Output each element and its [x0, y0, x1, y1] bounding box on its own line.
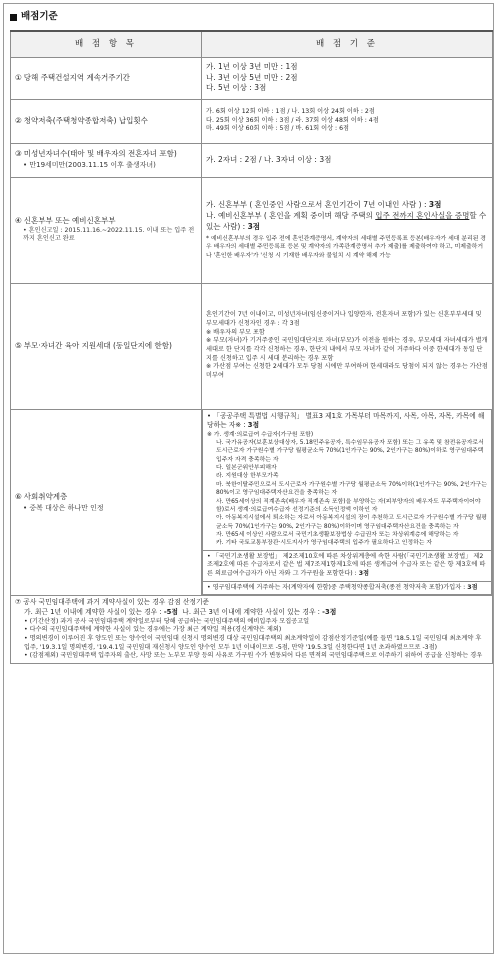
item-cell: ④ 신혼부부 또는 예비신혼부부 • 혼인신고일 : 2015.11.16.~2022.11.15. 이내 또는 입주 전까지 혼인신고 완료: [11, 177, 202, 283]
header-item: 배 점 항 목: [11, 31, 202, 57]
page-frame: [3, 3, 494, 954]
criteria-block: • 영구임대주택에 거주하는 자(계약자에 한함)중 주택청약종합저축(종전 청약저축 포함)가입자 : 3점: [203, 581, 492, 595]
table-row: [11, 283, 493, 409]
table-row: [11, 99, 493, 143]
table-row: [11, 177, 493, 283]
section-title: 배점기준: [21, 11, 58, 23]
table-row: [11, 409, 493, 596]
item-cell: ② 청약저축(주택청약종합저축) 납입횟수: [11, 99, 202, 143]
criteria-table: [10, 30, 493, 664]
criteria-cell: 가. 신혼부부 ( 혼인중인 사람으로서 혼인기간이 7년 이내인 사람 ) : 3점 나. 예비신혼부부 ( 혼인을 계획 중이며 해당 주택의 입주 전까지 혼인사실을 증명할 수 있는 사람) : 3점 * 예비신혼부부의 경우 입주 전에 혼인관계증명서, 계약자의 세대별 주민등록표 등본(배우자가 세대 분리된 경우 배우자의 세대별 주민등록표 등본 및 계약자의 가족관계증명서 추가 제출)를 제출하여야 하고, 미제출하거나 '혼인한 배우자'가 '신청 시 기재한 배우자와 불일치 시 계약 해제 가능: [202, 177, 493, 283]
criteria-cell: 가. 2자녀 : 2점 / 나. 3자녀 이상 : 3점: [202, 143, 493, 177]
deduction-cell: ⑦ 공사 국민임대주택에 과거 계약사실이 있는 경우 감점 산정기준 가. 최근 1년 이내에 계약한 사실이 있는 경우 : -5점 나. 최근 3년 이내에 계약한 사실이 있는 경우 : -3점 • (기간산정) 과거 공사 국민임대주택 계약일로부터 당해 공급하는 국민임대주택의 예비입주자 모집공고일 • 다수의 국민임대주택에 계약한 사실이 있는 경우에는 가장 최근 계약일 적용(경신계약은 제외) • 명의변경이 이루어진 후 양도인 또는 양수인이 국민임대 신청시 명의변경 대상 국민임대주택의 최초계약일이 감점산정기준일(예를 들면 '18.5.1일 국민임대 최초계약 후 입주, '19.3.1일 명의변경, '19.4.1일 국민임대 재신청시 양도인 양수인 모두 1년 이내이므로 -5점, 만약 '19.5.3일 신청한다면 1년 초과하였으므로 -3점) • (감점제외) 국민임대주택 입주자의 출산, 사망 또는 노부모 부양 등의 사유로 가구원 수가 변동되어 다른 면적의 국민임대주택으로 이주하기 위하여 공급을 신청하는 경우: [11, 596, 493, 663]
criteria-block: • 「공공주택 특별법 시행규칙」 별표3 제1호 가목부터 마목까지, 사목, 아목, 자목, 카목에 해당하는 자※ : 3점 ※ 가. 생계·의료급여 수급자(가구원 포함) 나. 국가유공자(보훈보상대상자, 5.18민주유공자, 특수임무유공자 포함) 또는 그 유족 및 참전유공자로서 도시근로자 가구원수별 가구당 월평균소득 70%(1인가구는 90%, 2인가구는 80%)이하로 영구임대주택입주자 자격 충족하는 자 다. 일본군위안부피해자 라. 지원대상 한부모가족 마. 북한이탈주민으로서 도시근로자 가구원수별 가구당 월평균소득 70%이하(1인가구는 90%, 2인가구는 80%이고 영구임대주택자산요건을 충족하는 자 사. 만65세이상의 직계존속(배우자 직계존속 포함)을 부양하는 자(피부양자의 배우자도 무주택자이어야 함)로서 생계·의료급여수급자 선정기준의 소득인정액 이하인 자 아. 아동복지시설에서 퇴소하는 자로서 아동복지시설의 장이 추천하고 도시근로자 가구원수별 가구당 월평균소득 70%(1인가구는 90%, 2인가구는 80%)이하이며 영구임대주택자산요건을 충족하는 자 자. 만65세 이상인 사람으로서 국민기초생활보장법상 수급권자 또는 차상위계층에 해당하는 자 카. 기타 국토교통부장관·시도지사가 영구임대주택의 입주가 필요하다고 인정하는 자: [203, 410, 492, 551]
criteria-cell: [202, 409, 493, 596]
item-cell: ⑤ 부모·자녀간 육아 지원세대 (동일단지에 한함): [11, 283, 202, 409]
criteria-cell: 가. 1년 이상 3년 미만 : 1점 나. 3년 이상 5년 미만 : 2점 다. 5년 이상 : 3점: [202, 57, 493, 99]
social-criteria-table: [202, 410, 492, 596]
table-row: [11, 596, 493, 663]
item-cell: ① 당해 주택건설지역 계속거주기간: [11, 57, 202, 99]
header-criteria: 배 점 기 준: [202, 31, 493, 57]
table-row: [11, 57, 493, 99]
square-bullet-icon: [10, 14, 17, 21]
item-cell: ⑥ 사회취약계층 • 중복 대상은 하나만 인정: [11, 409, 202, 596]
section-heading: [10, 8, 58, 26]
criteria-block: • 「국민기초생활 보장법」 제2조제10호에 따른 차상위계층에 속한 사람(「국민기초생활 보장법」 제2조제2호에 따른 수급자로서 같은 법 제7조제1항제1호에 따른 생계급여 수급자 또는 같은 항 제3호에 따른 의료급여수급자가 아닌 자와 그 가구원을 포함한다) : 3점: [203, 550, 492, 581]
criteria-cell: 가. 6회 이상 12회 이하 : 1점 / 나. 13회 이상 24회 이하 : 2점 다. 25회 이상 36회 이하 : 3점 / 라. 37회 이상 48회 이하 : 4점 마. 49회 이상 60회 이하 : 5점 / 바. 61회 이상 : 6점: [202, 99, 493, 143]
table-header-row: [11, 31, 493, 57]
criteria-cell: 혼인기간이 7년 이내이고, 미성년자녀(임신중이거나 입양한자, 전혼자녀 포함)가 있는 신혼부부세대 및 부모세대가 신청자인 경우 : 각 3점 ※ 배우자의 부모 포함 ※ 부모(자녀)가 기거주중인 국민임대단지로 자녀(부모)가 이전을 원하는 경우, 부모세대 자녀세대가 별개 세대로 한 단지를 각각 신청하는 경우, 한단지 내에서 부모 자녀가 같이 거주하다 이중 한세대가 동일 단지를 신청하고 입주 시 세대 분리하는 경우 포함 ※ 가산점 부여는 신청한 2세대가 모두 당첨 시에만 부여하며 한세대라도 당첨이 되지 않는 경우는 가산점 미부여: [202, 283, 493, 409]
table-row: [11, 143, 493, 177]
item-cell: ③ 미성년자녀수(태아 및 배우자의 전혼자녀 포함) • 만19세미만(2003.11.15 이후 출생자녀): [11, 143, 202, 177]
